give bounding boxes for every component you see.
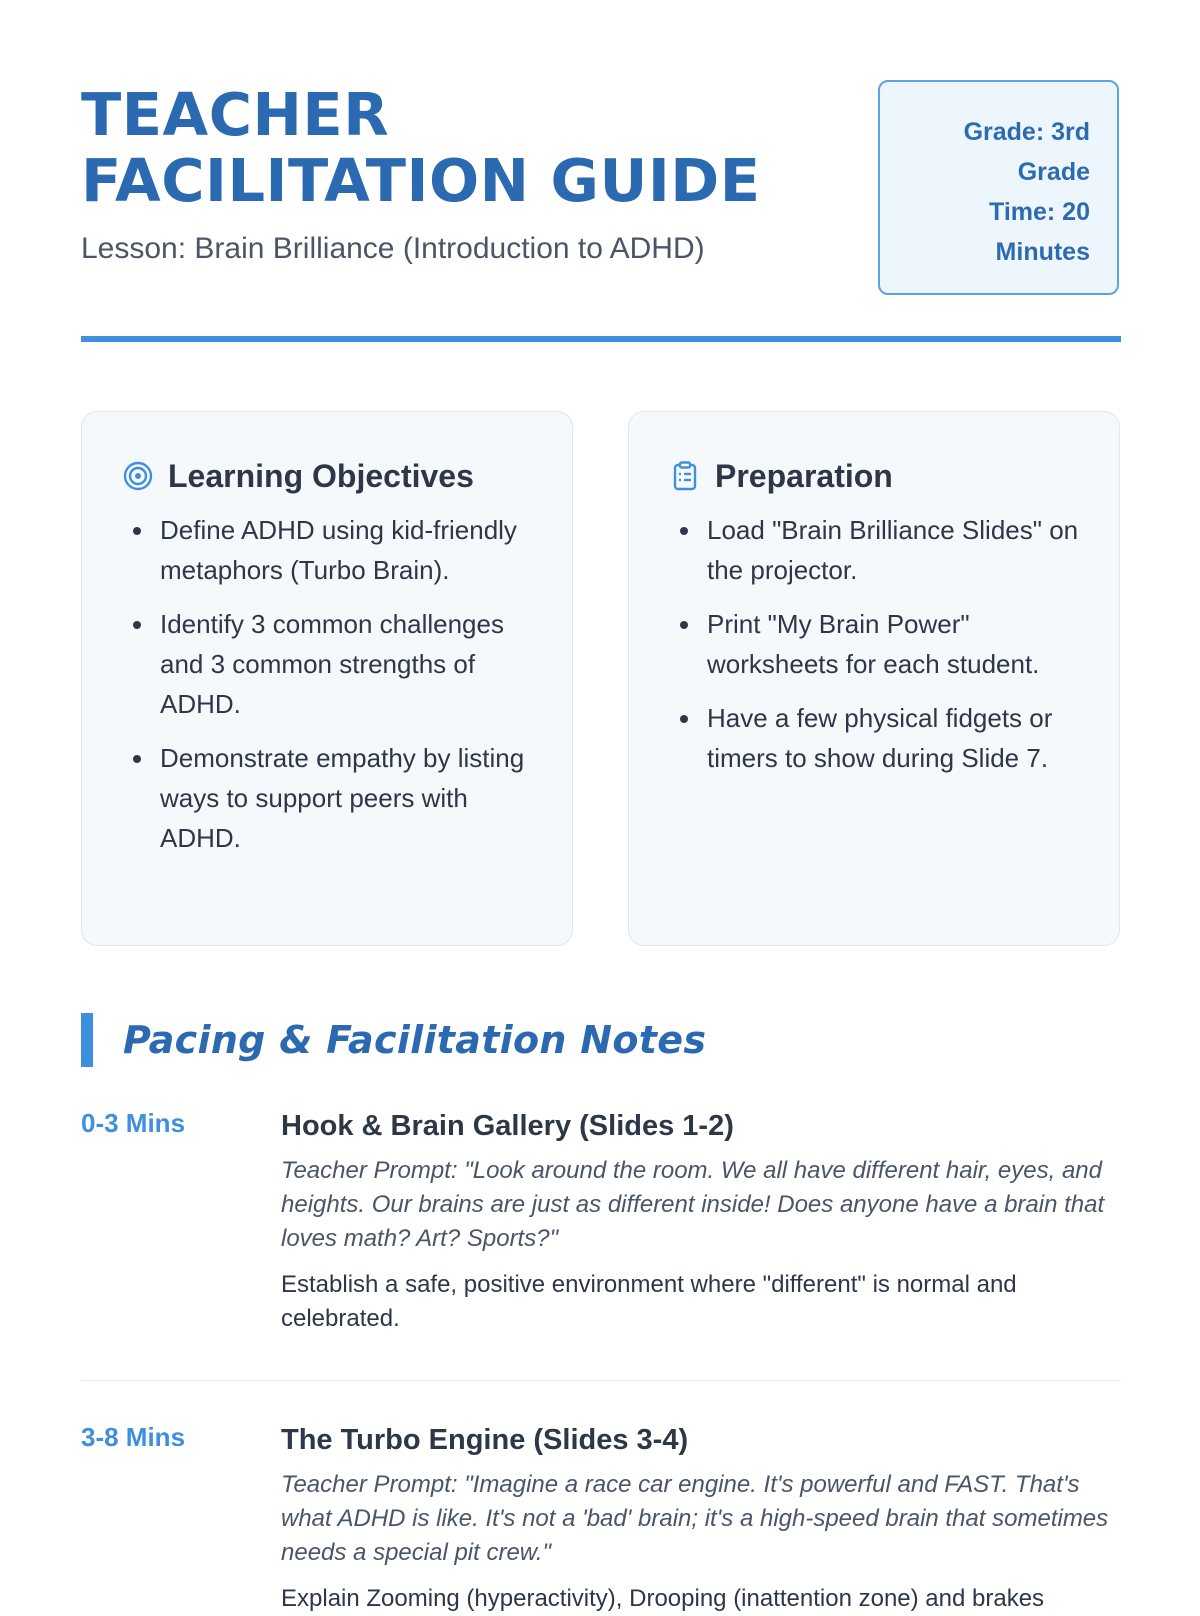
list-item: • Print "My Brain Power" worksheets for each student. — [703, 604, 1079, 684]
preparation-card — [628, 411, 1120, 946]
teacher-prompt: Teacher Prompt: "Look around the room. We all have different hair, eyes, and heights. Our brains are just as different inside! Does anyone have a brain that loves math? Art? Sports?" — [281, 1157, 1105, 1252]
pacing-step-title: The Turbo Engine (Slides 3-4) — [281, 1424, 689, 1456]
target-icon — [122, 460, 154, 492]
lesson-subtitle: Lesson: Brain Brilliance (Introduction to ADHD) — [81, 232, 705, 265]
preparation-title: Preparation — [715, 457, 893, 494]
list-item: • Have a few physical fidgets or timers to show during Slide 7. — [703, 698, 1079, 778]
header-divider — [81, 336, 1121, 342]
teacher-prompt: Teacher Prompt: "Imagine a race car engine. It's powerful and FAST. That's what ADHD is like. It's not a 'bad' brain; it's a high-speed brain that sometimes needs a special pit crew." — [281, 1471, 1109, 1566]
grade-label: Grade: 3rd Grade — [963, 118, 1090, 186]
lesson-meta-box — [878, 80, 1119, 295]
list-item: • Demonstrate empathy by listing ways to support peers with ADHD. — [156, 738, 532, 858]
objectives-card — [81, 411, 573, 946]
clipboard-icon — [669, 460, 701, 492]
facilitation-note: Establish a safe, positive environment where "different" is normal and celebrated. — [281, 1271, 1017, 1332]
pacing-row — [81, 1108, 1121, 1381]
list-item: • Identify 3 common challenges and 3 common strengths of ADHD. — [156, 604, 532, 724]
guide-page — [81, 0, 1121, 1612]
list-item: • Define ADHD using kid-friendly metaphors (Turbo Brain). — [156, 510, 532, 590]
preparation-list — [669, 510, 1079, 778]
list-item: • Load "Brain Brilliance Slides" on the projector. — [703, 510, 1079, 590]
pacing-title: Pacing & Facilitation Notes — [123, 1018, 707, 1062]
pacing-step-title: Hook & Brain Gallery (Slides 1-2) — [281, 1110, 734, 1142]
objectives-list — [122, 510, 532, 858]
time-label: Time: 20 Minutes — [989, 198, 1090, 266]
pacing-section-header — [81, 1013, 706, 1067]
page-title: TEACHER FACILITATION GUIDE — [81, 80, 761, 215]
objectives-title: Learning Objectives — [168, 457, 474, 494]
pacing-time: 0-3 Mins — [81, 1108, 186, 1138]
facilitation-note: Explain Zooming (hyperactivity), Drooping (inattention zone) and brakes — [281, 1585, 1045, 1612]
pacing-time: 3-8 Mins — [81, 1422, 186, 1452]
section-accent-bar — [81, 1013, 93, 1067]
